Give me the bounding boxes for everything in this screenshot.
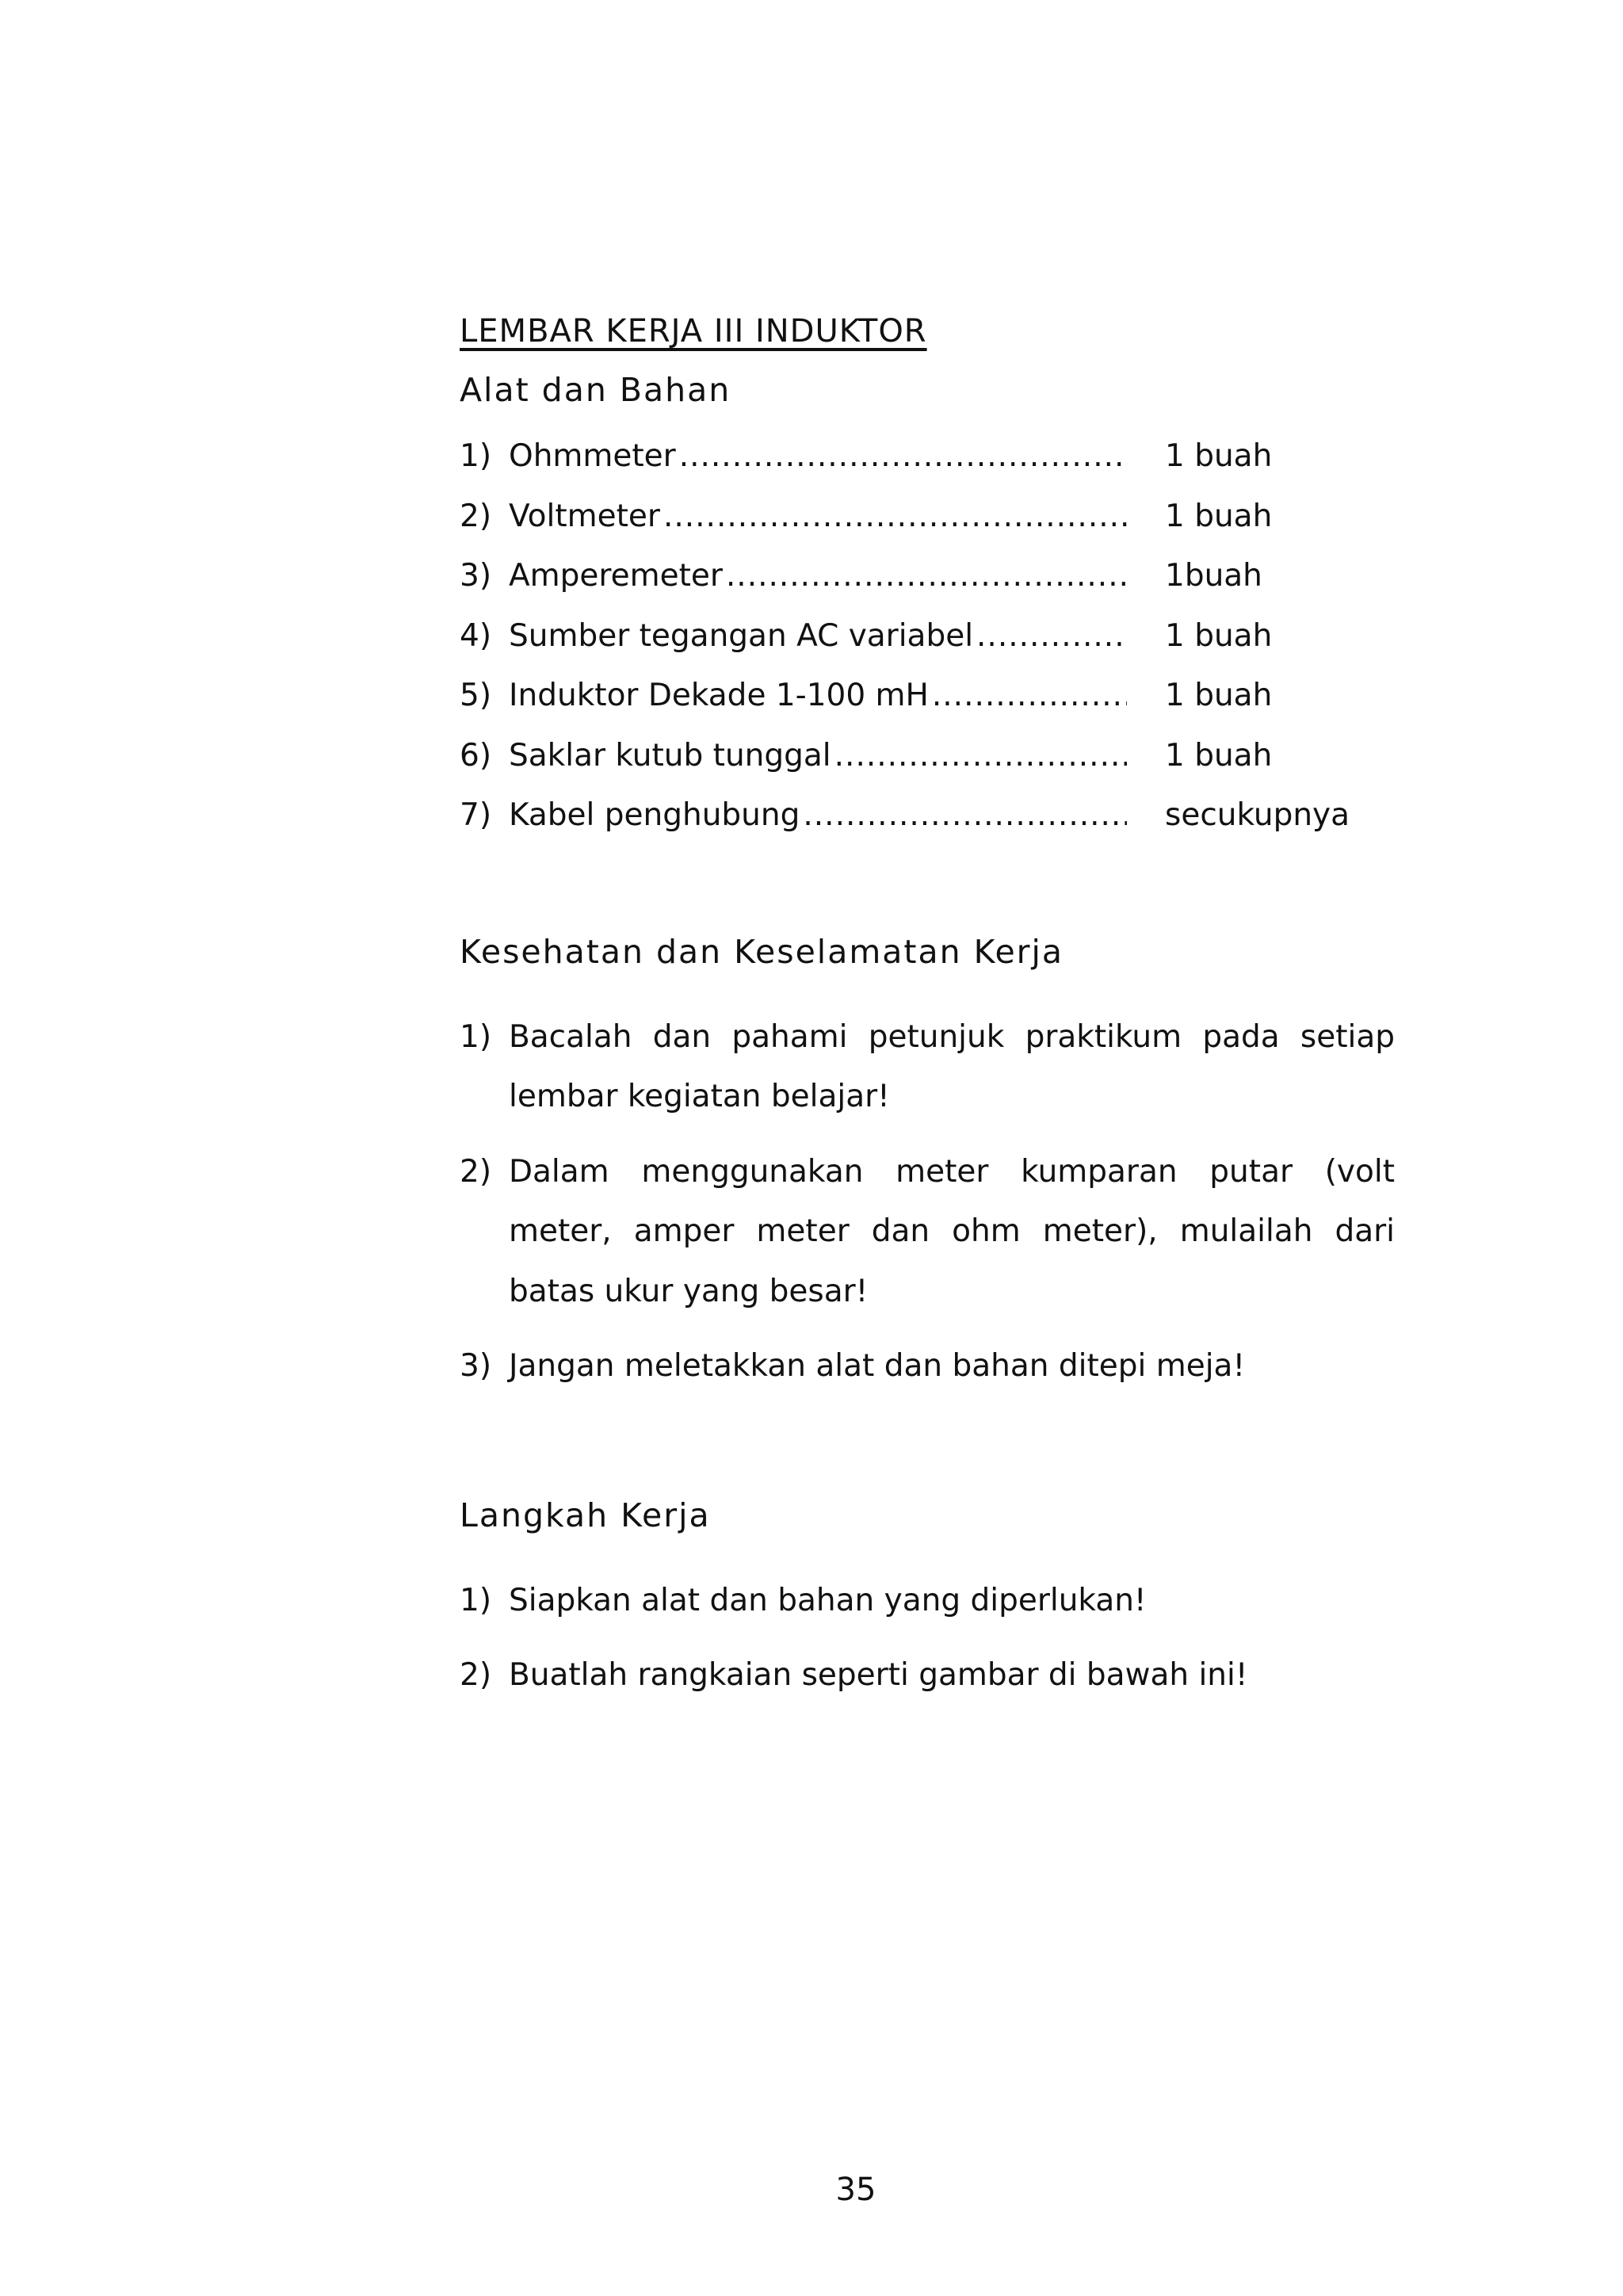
procedure-step (460, 1571, 1395, 1631)
leader-dots (726, 546, 1127, 606)
equipment-item (460, 487, 1395, 547)
page-number: 35 (835, 2172, 876, 2208)
equipment-quantity: 1 buah (1165, 438, 1273, 474)
equipment-name: Kabel penghubung (509, 797, 800, 833)
item-number: 1) (460, 438, 492, 474)
leader-dots (932, 666, 1127, 726)
leader-dots (976, 606, 1127, 667)
procedure-list (460, 1571, 1395, 1706)
item-number: 7) (460, 797, 492, 833)
equipment-name: Ohmmeter (509, 438, 676, 474)
equipment-list (460, 426, 1395, 846)
item-number: 3) (460, 1348, 492, 1384)
leader-dots (803, 785, 1127, 846)
equipment-name: Saklar kutub tunggal (509, 737, 831, 774)
procedure-text: Siapkan alat dan bahan yang diperlukan! (509, 1582, 1147, 1618)
item-number: 3) (460, 558, 492, 594)
item-number: 1) (460, 1018, 492, 1055)
equipment-item (460, 666, 1395, 726)
equipment-name: Amperemeter (509, 558, 723, 594)
equipment-item (460, 606, 1395, 667)
equipment-quantity: 1 buah (1165, 678, 1273, 713)
item-number: 2) (460, 1657, 492, 1693)
safety-text: Bacalah dan pahami petunjuk praktikum pada setiap lembar kegiatan belajar! (509, 1018, 1395, 1114)
safety-item (460, 1007, 1395, 1127)
safety-text: Dalam menggunakan meter kumparan putar (volt meter, amper meter dan ohm meter), mulailah dari batas ukur yang besar! (509, 1153, 1395, 1309)
safety-list (460, 1007, 1395, 1396)
procedure-step (460, 1645, 1395, 1706)
equipment-quantity: 1 buah (1165, 617, 1273, 654)
leader-dots (679, 426, 1127, 487)
equipment-name: Induktor Dekade 1-100 mH (509, 678, 929, 713)
equipment-quantity: secukupnya (1165, 797, 1350, 833)
equipment-item (460, 426, 1395, 487)
equipment-quantity: 1 buah (1165, 498, 1273, 534)
equipment-name: Sumber tegangan AC variabel (509, 617, 974, 654)
equipment-quantity: 1 buah (1165, 737, 1273, 774)
safety-item (460, 1142, 1395, 1322)
item-number: 2) (460, 498, 492, 534)
item-number: 5) (460, 678, 492, 713)
safety-text: Jangan meletakkan alat dan bahan ditepi meja! (509, 1348, 1246, 1384)
item-number: 2) (460, 1153, 492, 1190)
item-number: 6) (460, 737, 492, 774)
safety-heading: Kesehatan dan Keselamatan Kerja (460, 932, 1064, 971)
procedure-text: Buatlah rangkaian seperti gambar di bawah ini! (509, 1657, 1248, 1693)
item-number: 1) (460, 1582, 492, 1618)
item-number: 4) (460, 617, 492, 654)
equipment-item (460, 726, 1395, 786)
equipment-quantity: 1buah (1165, 558, 1262, 594)
procedure-heading: Langkah Kerja (460, 1496, 711, 1534)
worksheet-title: LEMBAR KERJA III INDUKTOR (460, 313, 927, 350)
leader-dots (663, 487, 1127, 547)
equipment-item (460, 785, 1395, 846)
safety-item (460, 1336, 1395, 1396)
leader-dots (834, 726, 1127, 786)
page-content (460, 308, 1395, 1721)
equipment-heading: Alat dan Bahan (460, 371, 731, 409)
equipment-item (460, 546, 1395, 606)
equipment-name: Voltmeter (509, 498, 660, 534)
